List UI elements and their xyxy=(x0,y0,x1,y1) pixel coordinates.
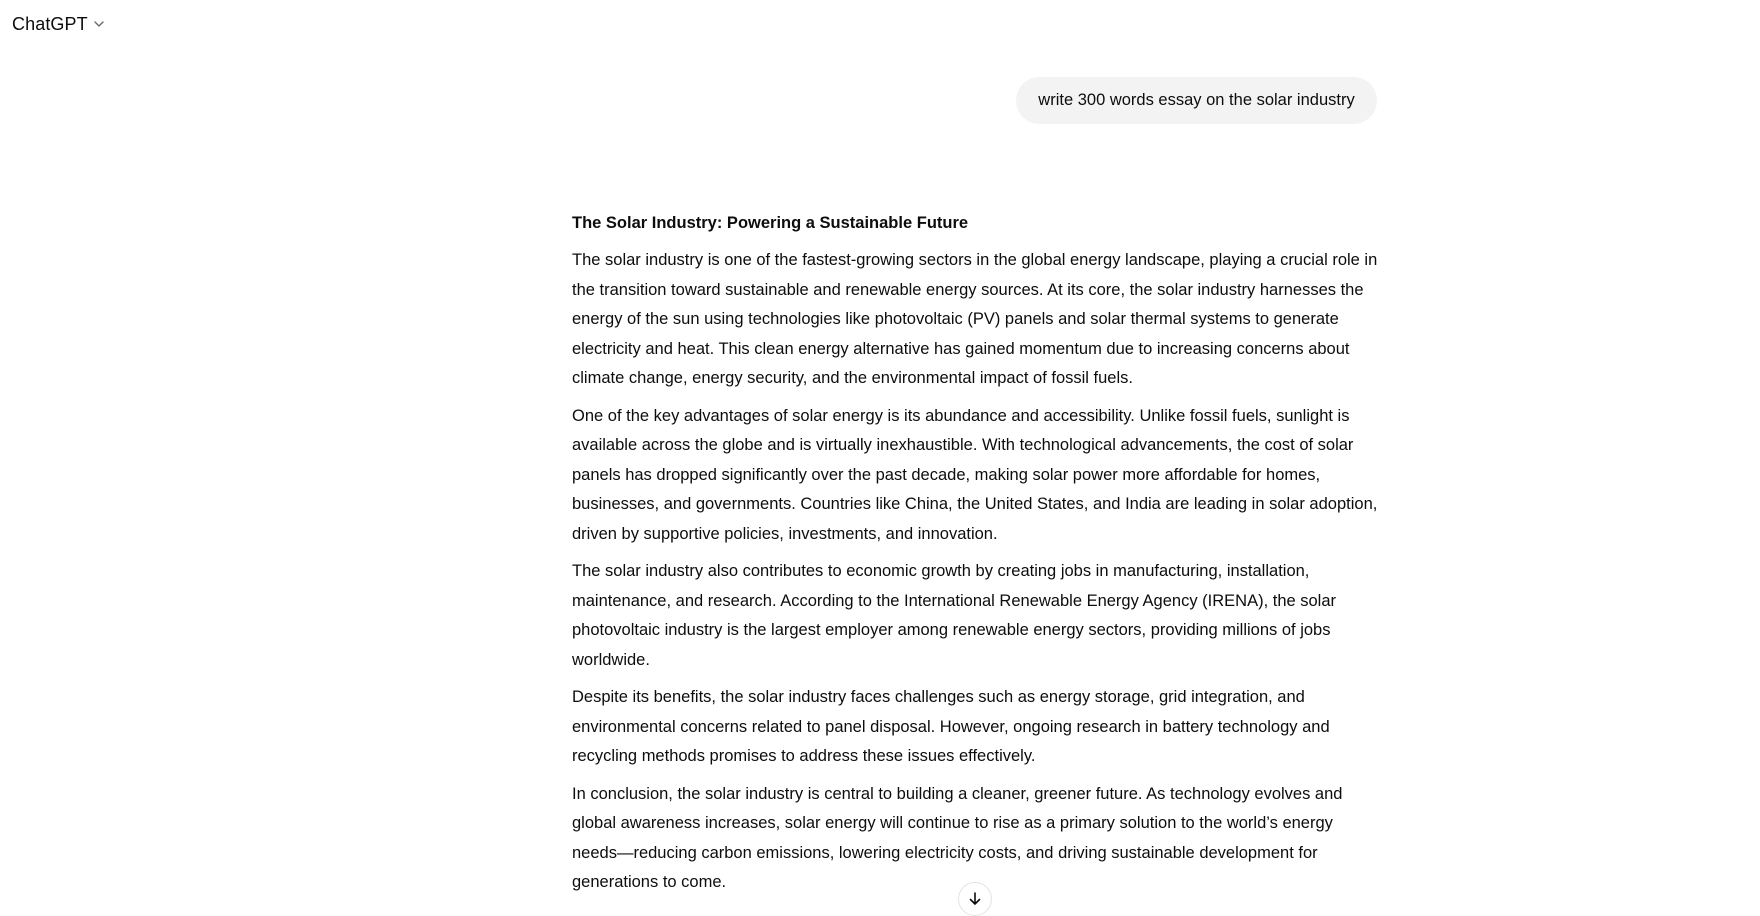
assistant-response xyxy=(572,208,1382,906)
scroll-to-bottom-button[interactable] xyxy=(958,882,992,916)
response-heading: The Solar Industry: Powering a Sustainable Future xyxy=(572,214,969,232)
response-paragraph: One of the key advantages of solar energy is its abundance and accessibility. Unlike fossil fuels, sunlight is available across the globe and is virtually inexhaustible. With technological advancements, the cost of solar panels has dropped significantly over the past decade, making solar power more affordable for homes, businesses, and governments. Countries like China, the United States, and India are leading in solar adoption, driven by supportive policies, investments, and innovation. xyxy=(572,406,1378,543)
app-title: ChatGPT xyxy=(12,13,88,34)
model-selector[interactable] xyxy=(12,10,106,38)
response-paragraph: The solar industry is one of the fastest-growing sectors in the global energy landscape, playing a crucial role in the transition toward sustainable and renewable energy sources. At its core, the solar industry harnesses the energy of the sun using technologies like photovoltaic (PV) panels and solar thermal systems to generate electricity and heat. This clean energy alternative has gained momentum due to increasing concerns about climate change, energy security, and the environmental impact of fossil fuels. xyxy=(572,251,1378,387)
response-paragraph: Despite its benefits, the solar industry faces challenges such as energy storage, grid integration, and environmental concerns related to panel disposal. However, ongoing research in battery technology and recycling methods promises to address these issues effectively. xyxy=(572,688,1330,765)
response-paragraph: The solar industry also contributes to economic growth by creating jobs in manufacturing, installation, maintenance, and research. According to the International Renewable Energy Agency (IRENA), the solar photovoltaic industry is the largest employer among renewable energy sectors, providing millions of jobs worldwide. xyxy=(572,562,1337,669)
chevron-down-icon xyxy=(92,17,106,31)
user-message-bubble xyxy=(1016,77,1377,124)
user-message-text: write 300 words essay on the solar industry xyxy=(1038,91,1355,109)
response-paragraph: In conclusion, the solar industry is central to building a cleaner, greener future. As technology evolves and global awareness increases, solar energy will continue to rise as a primary solution to the world’s energy needs—reducing carbon emissions, lowering electricity costs, and driving sustainable development for generations to come. xyxy=(572,784,1343,891)
arrow-down-icon xyxy=(967,891,983,907)
